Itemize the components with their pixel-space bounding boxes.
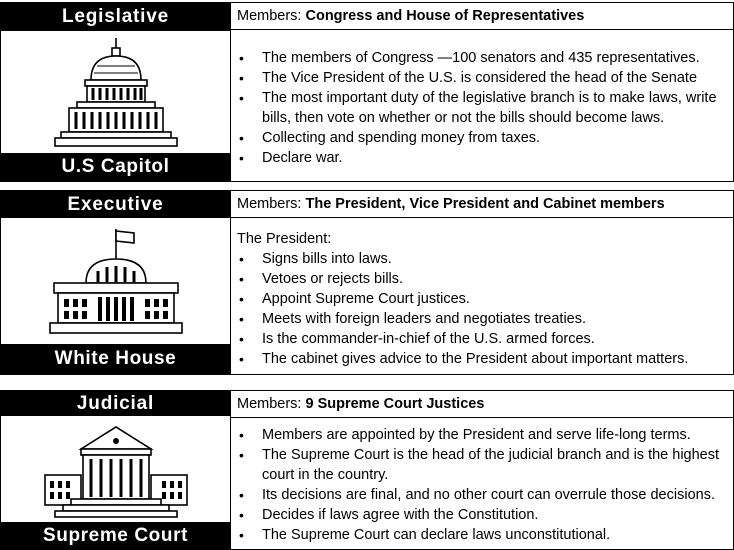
duties-list xyxy=(231,249,733,369)
list-item: • The Vice President of the U.S. is considered the head of the Senate xyxy=(231,68,733,88)
list-item: • The Supreme Court can declare laws unconstitutional. xyxy=(231,525,733,545)
judicial-right-panel xyxy=(231,391,733,549)
intro-text: The President: xyxy=(237,231,332,247)
members-row xyxy=(231,391,733,418)
building-name: White House xyxy=(1,344,230,374)
members-row xyxy=(231,191,733,218)
list-item: • Collecting and spending money from taxes. xyxy=(231,128,733,148)
members-label: Members: xyxy=(237,196,306,212)
list-item: • Declare war. xyxy=(231,148,733,168)
list-item: • Appoint Supreme Court justices. xyxy=(231,289,733,309)
duties-list xyxy=(231,425,733,545)
judicial-left-panel xyxy=(1,391,231,549)
list-item: • Members are appointed by the President and serve life-long terms. xyxy=(231,425,733,445)
members-label: Members: xyxy=(237,8,306,24)
judicial-section xyxy=(0,390,734,550)
section-title: Executive xyxy=(1,191,230,218)
building-name: U.S Capitol xyxy=(1,153,230,181)
list-item: • The cabinet gives advice to the President about important matters. xyxy=(231,349,733,369)
list-item: • Meets with foreign leaders and negotiates treaties. xyxy=(231,309,733,329)
building-name: Supreme Court xyxy=(1,522,230,549)
executive-right-panel xyxy=(231,191,733,374)
legislative-duties xyxy=(231,48,733,168)
duties-list xyxy=(231,48,733,168)
list-item: • The members of Congress —100 senators and 435 representatives. xyxy=(231,48,733,68)
legislative-right-panel xyxy=(231,3,733,181)
supreme-court-icon xyxy=(1,417,230,521)
list-item: • The most important duty of the legislative branch is to make laws, write bills, then vote on whether or not the bills should become laws. xyxy=(231,88,733,128)
list-item: • Is the commander-in-chief of the U.S. armed forces. xyxy=(231,329,733,349)
legislative-section xyxy=(0,2,734,182)
members-label: Members: xyxy=(237,396,306,412)
members-value: 9 Supreme Court Justices xyxy=(305,396,485,412)
list-item: • Vetoes or rejects bills. xyxy=(231,269,733,289)
list-item: • Its decisions are final, and no other court can overrule those decisions. xyxy=(231,485,733,505)
members-value: Congress and House of Representatives xyxy=(305,8,585,24)
legislative-left-panel xyxy=(1,3,231,181)
members-value: The President, Vice President and Cabinet members xyxy=(305,196,665,212)
list-item: • Decides if laws agree with the Constitution. xyxy=(231,505,733,525)
white-house-icon xyxy=(1,220,230,342)
section-title: Judicial xyxy=(1,391,230,416)
judicial-duties xyxy=(231,425,733,545)
executive-left-panel xyxy=(1,191,231,374)
capitol-icon xyxy=(1,33,230,151)
executive-duties xyxy=(231,229,733,369)
members-row xyxy=(231,3,733,30)
section-title: Legislative xyxy=(1,3,230,31)
list-item: • Signs bills into laws. xyxy=(231,249,733,269)
executive-section xyxy=(0,190,734,375)
list-item: • The Supreme Court is the head of the judicial branch and is the highest court in the country. xyxy=(231,445,733,485)
